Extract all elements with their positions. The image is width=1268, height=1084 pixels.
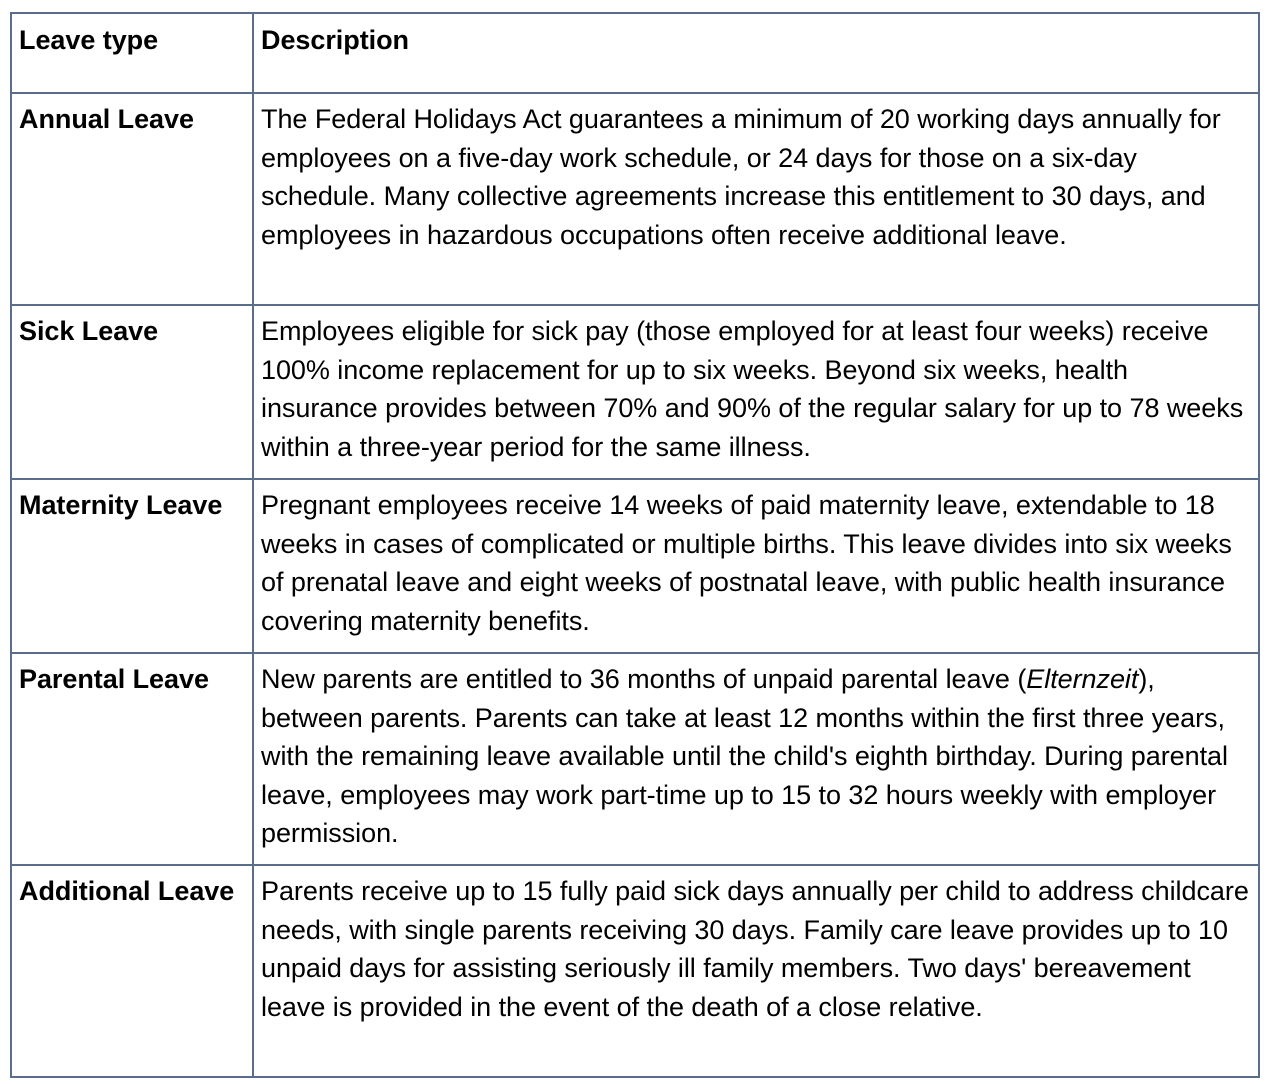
leave-type-cell: Maternity Leave <box>11 479 253 653</box>
table-row <box>11 865 1259 1077</box>
description-italic-term: Elternzeit <box>1026 664 1139 694</box>
leave-type-cell: Parental Leave <box>11 653 253 865</box>
description-cell: Employees eligible for sick pay (those employed for at least four weeks) receive 100% income replacement for up to six weeks. Beyond six weeks, health insurance provides between 70% and 90% of the regular salary for up to 78 weeks within a three-year period for the same illness. <box>253 305 1259 479</box>
description-text-before: New parents are entitled to 36 months of unpaid parental leave ( <box>261 664 1027 694</box>
header-leave-type: Leave type <box>11 13 253 93</box>
leave-types-table <box>10 12 1260 1078</box>
description-cell: The Federal Holidays Act guarantees a minimum of 20 working days annually for employees on a five-day work schedule, or 24 days for those on a six-day schedule. Many collective agreements increase this entitlement to 30 days, and employees in hazardous occupations often receive additional leave. <box>253 93 1259 305</box>
table-row <box>11 93 1259 305</box>
table-row <box>11 653 1259 865</box>
table-header-row <box>11 13 1259 93</box>
description-text-after: ), between parents. Parents can take at least 12 months within the first three years, with the remaining leave available until the child's eighth birthday. During parental leave, employees may work part-time up to 15 to 32 hours weekly with employer permission. <box>261 664 1228 849</box>
description-cell: Pregnant employees receive 14 weeks of paid maternity leave, extendable to 18 weeks in cases of complicated or multiple births. This leave divides into six weeks of prenatal leave and eight weeks of postnatal leave, with public health insurance covering maternity benefits. <box>253 479 1259 653</box>
description-cell <box>253 653 1259 865</box>
leave-type-cell: Sick Leave <box>11 305 253 479</box>
table-row <box>11 305 1259 479</box>
leave-type-cell: Additional Leave <box>11 865 253 1077</box>
leave-type-cell: Annual Leave <box>11 93 253 305</box>
header-description: Description <box>253 13 1259 93</box>
description-cell: Parents receive up to 15 fully paid sick days annually per child to address childcare needs, with single parents receiving 30 days. Family care leave provides up to 10 unpaid days for assisting seriously ill family members. Two days' bereavement leave is provided in the event of the death of a close relative. <box>253 865 1259 1077</box>
table-row <box>11 479 1259 653</box>
